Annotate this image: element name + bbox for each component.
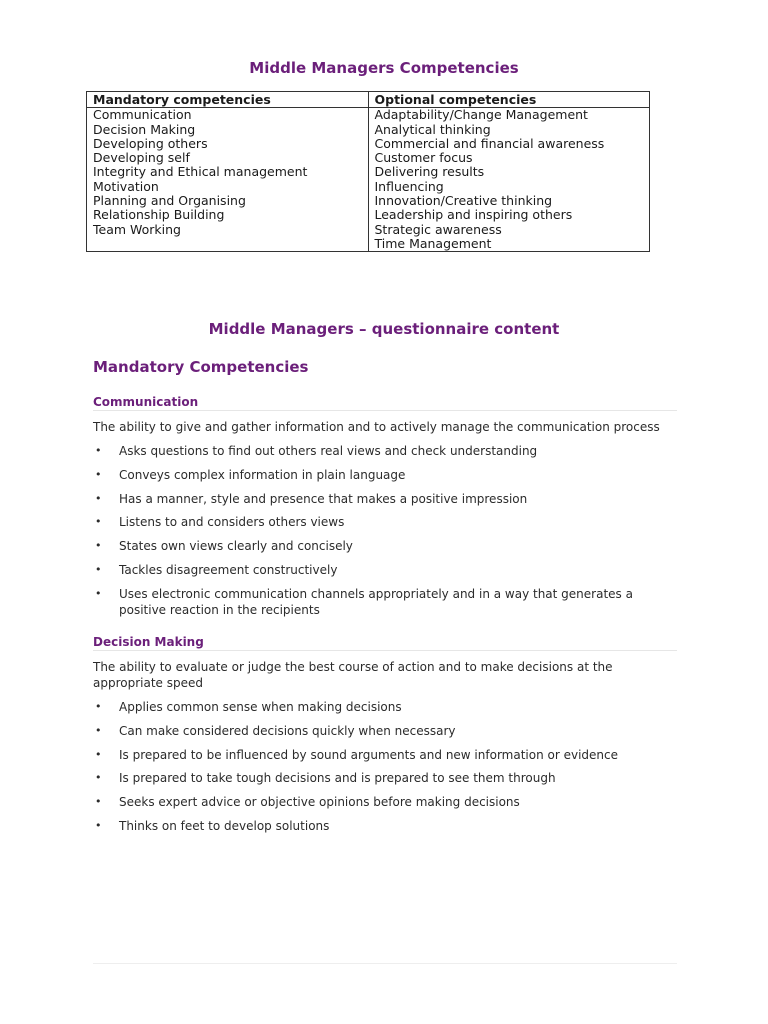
bullet-icon: • [95, 700, 102, 713]
page-title: Middle Managers Competencies [249, 59, 519, 77]
optional-cell: Adaptability/Change Management [368, 108, 650, 123]
decision-making-description: The ability to evaluate or judge the best course of action and to make decisions at the appropriate speed [93, 660, 613, 690]
list-item-text: Asks questions to find out others real views and check understanding [119, 444, 538, 458]
mandatory-cell: Relationship Building [87, 208, 369, 222]
bullet-icon: • [95, 562, 102, 576]
table-header-optional: Optional competencies [368, 92, 650, 108]
list-item-text: Seeks expert advice or objective opinions before making decisions [119, 795, 520, 810]
mandatory-cell: Team Working [87, 223, 369, 237]
list-item-text: Has a manner, style and presence that makes a positive impression [119, 491, 528, 506]
list-item [93, 586, 677, 618]
table-row [87, 137, 650, 151]
list-item [93, 538, 677, 554]
optional-cell: Customer focus [368, 151, 650, 165]
questionnaire-title: Middle Managers – questionnaire content [208, 320, 560, 338]
list-item [93, 770, 677, 786]
bullet-icon: • [95, 515, 102, 529]
footer-divider [93, 963, 677, 964]
table-row [87, 108, 650, 123]
table-row [87, 165, 650, 179]
divider [93, 410, 677, 411]
bullet-icon: • [95, 795, 102, 809]
bullet-icon: • [95, 747, 102, 761]
list-item [93, 699, 677, 715]
list-item [93, 794, 677, 810]
list-item [93, 562, 677, 578]
list-item-text: Can make considered decisions quickly when necessary [119, 723, 456, 738]
list-item-text: Uses electronic communication channels appropriately and in a way that generates a positive reaction in the recipients [119, 586, 633, 617]
table-row [87, 180, 650, 194]
mandatory-cell: Developing self [87, 151, 369, 165]
list-item [93, 723, 677, 739]
competencies-table [86, 91, 650, 252]
list-item [93, 747, 677, 763]
table-header-row [87, 92, 650, 108]
bullet-icon: • [95, 444, 102, 457]
optional-cell: Strategic awareness [368, 223, 650, 237]
communication-bullet-list [93, 443, 677, 626]
decision-making-bullet-list [93, 699, 677, 842]
optional-cell: Influencing [368, 180, 650, 194]
table-row [87, 223, 650, 237]
bullet-icon: • [95, 539, 102, 553]
list-item-text: Thinks on feet to develop solutions [119, 818, 330, 833]
bullet-icon: • [95, 467, 102, 481]
list-item-text: Is prepared to be influenced by sound arguments and new information or evidence [119, 747, 619, 762]
list-item-text: Tackles disagreement constructively [119, 562, 338, 577]
optional-cell: Innovation/Creative thinking [368, 194, 650, 208]
list-item-text: Applies common sense when making decisions [119, 700, 402, 714]
table-row [87, 208, 650, 222]
mandatory-cell: Integrity and Ethical management [87, 165, 369, 179]
list-item [93, 818, 677, 834]
subheading-decision-making: Decision Making [93, 635, 204, 649]
table-row [87, 237, 650, 252]
mandatory-cell [87, 237, 369, 252]
table-body [87, 108, 650, 252]
bullet-icon: • [95, 818, 102, 832]
list-item-text: Is prepared to take tough decisions and is prepared to see them through [119, 771, 556, 786]
bullet-icon: • [95, 491, 102, 505]
section-heading-mandatory: Mandatory Competencies [93, 358, 309, 376]
bullet-icon: • [95, 586, 102, 600]
list-item-text: Listens to and considers others views [119, 515, 345, 530]
table-row [87, 194, 650, 208]
list-item-text: Conveys complex information in plain language [119, 467, 406, 482]
optional-cell: Commercial and financial awareness [368, 137, 650, 151]
mandatory-cell: Motivation [87, 180, 369, 194]
optional-cell: Leadership and inspiring others [368, 208, 650, 222]
optional-cell: Time Management [368, 237, 650, 252]
mandatory-cell: Developing others [87, 137, 369, 151]
mandatory-cell: Planning and Organising [87, 194, 369, 208]
list-item [93, 467, 677, 483]
table-row [87, 151, 650, 165]
optional-cell: Delivering results [368, 165, 650, 179]
mandatory-cell: Decision Making [87, 123, 369, 137]
list-item [93, 491, 677, 507]
bullet-icon: • [95, 771, 102, 785]
table-row [87, 123, 650, 137]
list-item [93, 443, 677, 459]
bullet-icon: • [95, 723, 102, 737]
optional-cell: Analytical thinking [368, 123, 650, 137]
list-item-text: States own views clearly and concisely [119, 539, 353, 554]
subheading-communication: Communication [93, 395, 199, 409]
divider [93, 650, 677, 651]
communication-description: The ability to give and gather information and to actively manage the communication process [93, 420, 660, 434]
list-item [93, 514, 677, 530]
mandatory-cell: Communication [87, 108, 369, 123]
table-header-mandatory: Mandatory competencies [87, 92, 369, 108]
